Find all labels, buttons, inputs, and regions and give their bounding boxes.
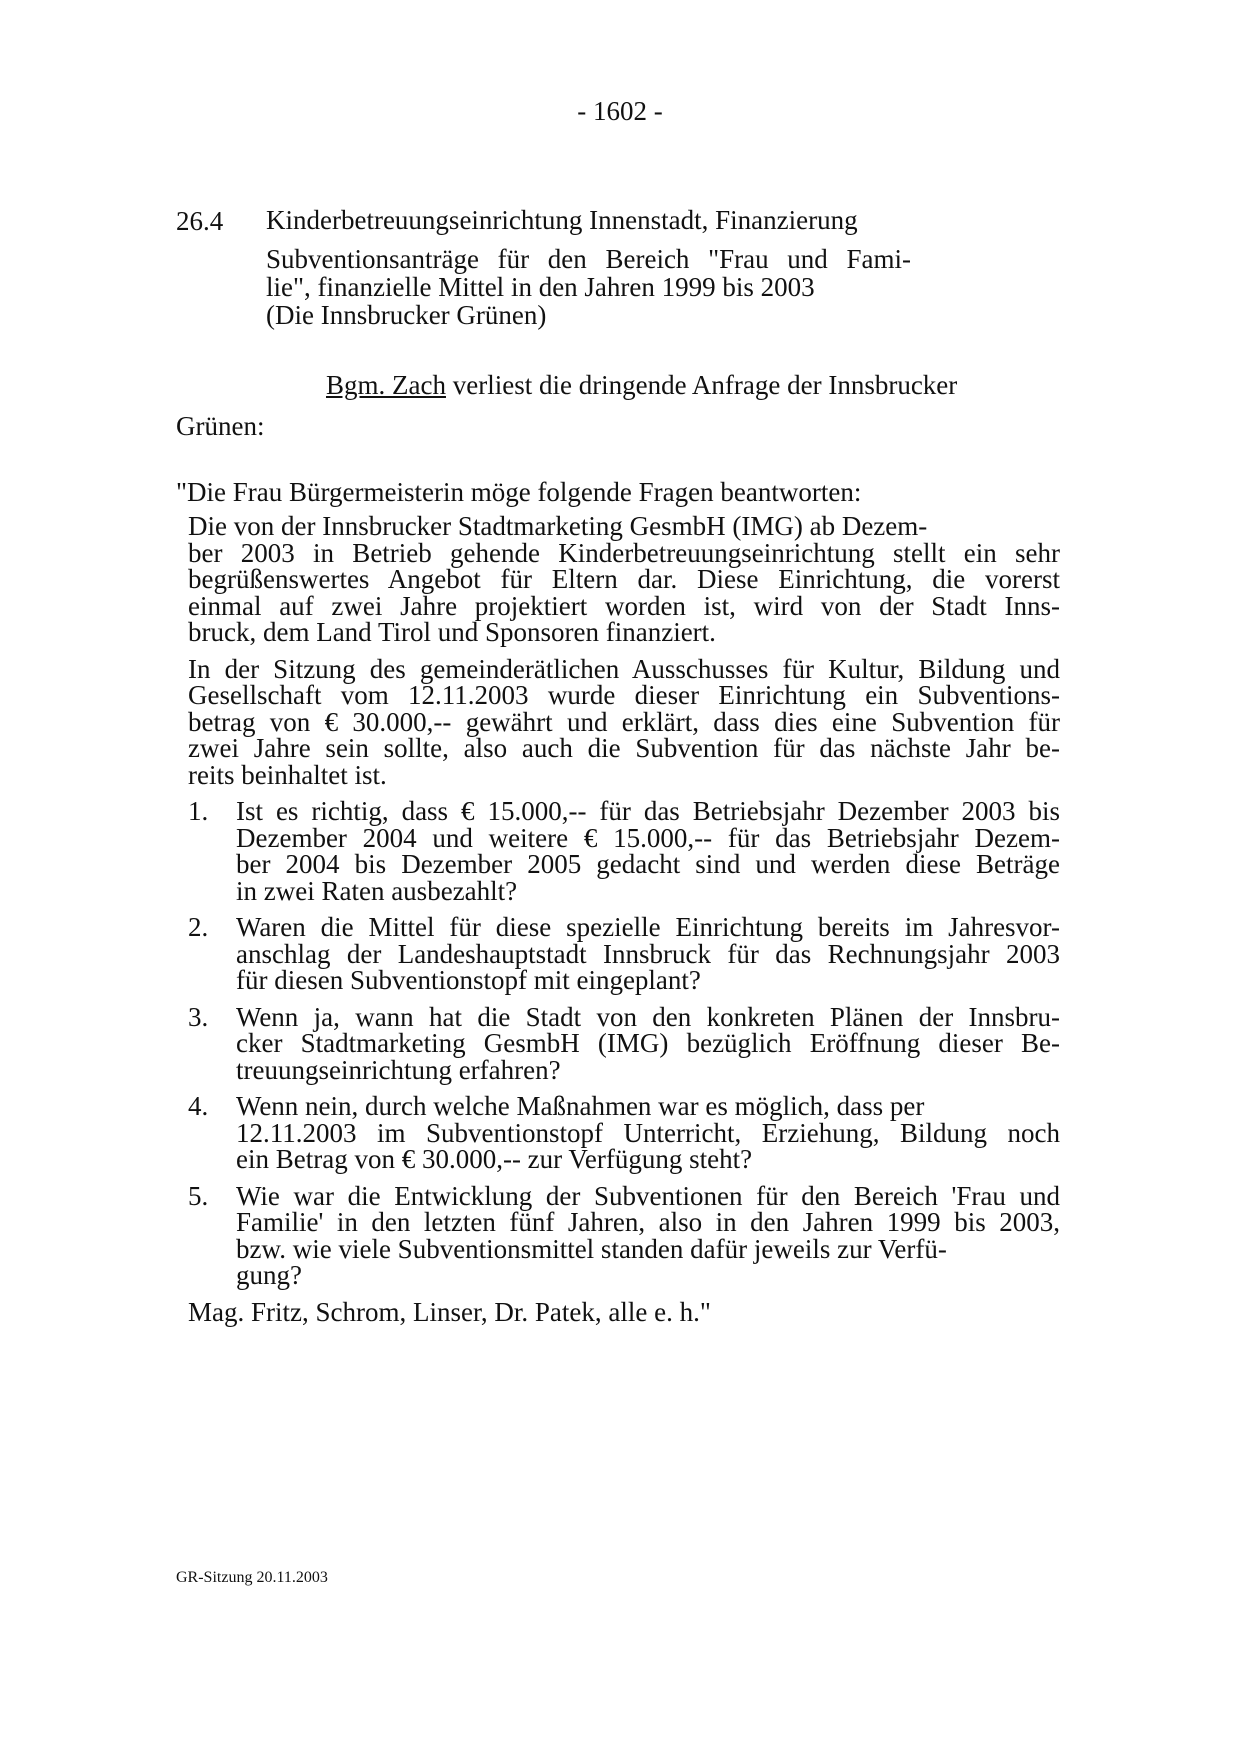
question-number: 2. (188, 912, 209, 942)
section-subtitle-line: lie", finanzielle Mittel in den Jahren 1999 bis 2003 (266, 272, 815, 302)
section-number: 26.4 (176, 206, 224, 236)
question-line: Ist es richtig, dass € 15.000,-- für das Betriebsjahr Dezember 2003 bis (236, 796, 1060, 826)
paragraph-line: einmal auf zwei Jahre projektiert worden ist, wird von der Stadt Inns- (188, 590, 1060, 621)
section-title: Kinderbetreuungseinrichtung Innenstadt, Finanzierung (266, 205, 858, 235)
section-subtitle-line: Subventionsanträge für den Bereich "Frau und Fami- (266, 244, 911, 274)
paragraph-line: bruck, dem Land Tirol und Sponsoren finanziert. (188, 617, 716, 647)
question-line: Wenn ja, wann hat die Stadt von den konkreten Plänen der Innsbru- (236, 1001, 1060, 1032)
question-line: ein Betrag von € 30.000,-- zur Verfügung steht? (236, 1144, 753, 1174)
paragraph-line: Die von der Innsbrucker Stadtmarketing GesmbH (IMG) ab Dezem- (188, 511, 928, 541)
question-line: Wie war die Entwicklung der Subventionen für den Bereich 'Frau und (236, 1180, 1060, 1211)
question-number: 4. (188, 1091, 209, 1121)
quote-opening: "Die Frau Bürgermeisterin möge folgende Fragen beantworten: (176, 477, 862, 507)
question-line: bzw. wie viele Subventionsmittel standen dafür jeweils zur Verfü- (236, 1233, 947, 1264)
question-line: Dezember 2004 und weitere € 15.000,-- für das Betriebsjahr Dezem- (236, 822, 1060, 853)
paragraph (188, 653, 1060, 790)
paragraph (188, 513, 1060, 646)
question-number: 5. (188, 1180, 209, 1211)
paragraph-line: zwei Jahre sein sollte, also auch die Subvention für das nächste Jahr be- (188, 733, 1060, 763)
question-number: 3. (188, 1001, 209, 1032)
question-line: cker Stadtmarketing GesmbH (IMG) bezüglich Eröffnung dieser Be- (236, 1028, 1060, 1058)
paragraph-line: betrag von € 30.000,-- gewährt und erklärt, dass dies eine Subvention für (188, 706, 1060, 737)
question-line: Wenn nein, durch welche Maßnahmen war es möglich, dass per (236, 1091, 925, 1121)
paragraph-line: ber 2003 in Betrieb gehende Kinderbetreuungseinrichtung stellt ein sehr (188, 537, 1060, 568)
question-item (188, 1093, 1060, 1173)
speaker-name: Bgm. Zach (326, 370, 446, 400)
paragraph-line: begrüßenswertes Angebot für Eltern dar. Diese Einrichtung, die vorerst (188, 564, 1060, 594)
question-line: ber 2004 bis Dezember 2005 gedacht sind und werden diese Beträge (236, 849, 1060, 879)
question-item (188, 798, 1060, 904)
question-item (188, 1001, 1060, 1085)
signatories: Mag. Fritz, Schrom, Linser, Dr. Patek, alle e. h." (188, 1296, 711, 1327)
footer-session-date: GR-Sitzung 20.11.2003 (176, 1569, 328, 1586)
intro-continuation: Grünen: (176, 411, 265, 441)
question-line: Waren die Mittel für diese spezielle Einrichtung bereits im Jahresvor- (236, 912, 1060, 942)
question-line: für diesen Subventionstopf mit eingeplant? (236, 965, 701, 995)
question-line: Familie' in den letzten fünf Jahren, also in den Jahren 1999 bis 2003, (236, 1207, 1060, 1237)
section-heading (266, 206, 911, 329)
intro-line (326, 370, 957, 401)
paragraph-line: In der Sitzung des gemeinderätlichen Ausschusses für Kultur, Bildung und (188, 653, 1060, 684)
question-item (188, 914, 1060, 994)
question-item (188, 1180, 1060, 1290)
question-line: gung? (236, 1260, 302, 1290)
question-line: in zwei Raten ausbezahlt? (236, 875, 518, 906)
question-number: 1. (188, 796, 209, 826)
section-subtitle (266, 245, 911, 329)
intro-text: verliest die dringende Anfrage der Innsbrucker (445, 370, 958, 400)
page-number: - 1602 - (577, 96, 663, 126)
section-subtitle-line: (Die Innsbrucker Grünen) (266, 300, 547, 330)
paragraph-line: reits beinhaltet ist. (188, 759, 387, 790)
question-line: 12.11.2003 im Subventionstopf Unterricht, Erziehung, Bildung noch (236, 1117, 1060, 1148)
inquiry-body (188, 513, 1060, 1335)
paragraph-line: Gesellschaft vom 12.11.2003 wurde dieser Einrichtung ein Subventions- (188, 680, 1060, 710)
question-line: treuungseinrichtung erfahren? (236, 1054, 561, 1085)
question-line: anschlag der Landeshauptstadt Innsbruck für das Rechnungsjahr 2003 (236, 938, 1060, 969)
